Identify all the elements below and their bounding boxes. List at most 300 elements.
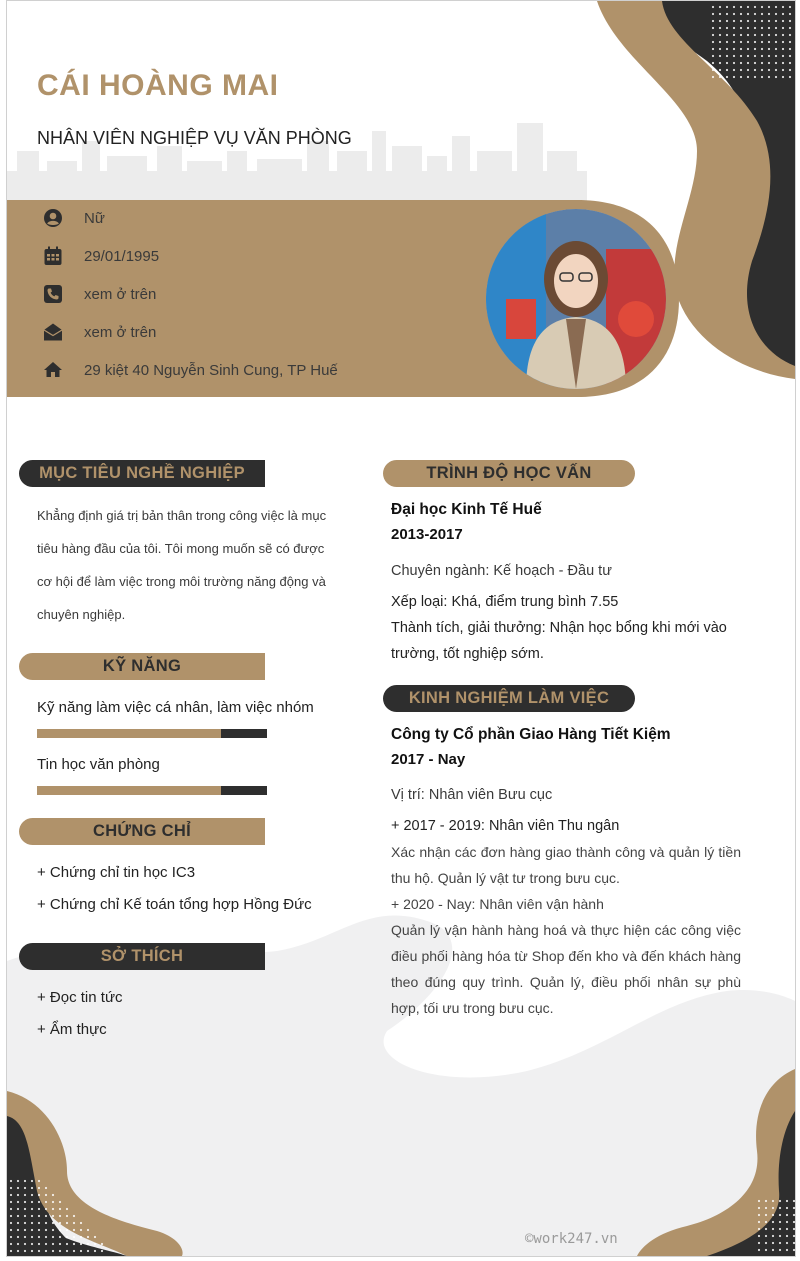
dot-decoration bbox=[38, 1201, 40, 1203]
dot-decoration bbox=[17, 1250, 19, 1252]
dot-decoration bbox=[740, 55, 742, 57]
dot-decoration bbox=[10, 1180, 12, 1182]
dot-decoration bbox=[758, 1200, 760, 1202]
dot-decoration bbox=[740, 76, 742, 78]
dot-decoration bbox=[779, 1214, 781, 1216]
dot-decoration bbox=[765, 1221, 767, 1223]
dot-decoration bbox=[765, 1200, 767, 1202]
info-email-row bbox=[43, 321, 157, 343]
dot-decoration bbox=[719, 69, 721, 71]
info-address-text: 29 kiệt 40 Nguyễn Sinh Cung, TP Huế bbox=[84, 361, 338, 379]
dot-decoration bbox=[768, 27, 770, 29]
dot-decoration bbox=[733, 76, 735, 78]
dot-decoration bbox=[775, 20, 777, 22]
experience-position: Vị trí: Nhân viên Bưu cục bbox=[391, 787, 553, 803]
dot-decoration bbox=[59, 1222, 61, 1224]
dot-decoration bbox=[10, 1243, 12, 1245]
dot-decoration bbox=[719, 13, 721, 15]
dot-decoration bbox=[775, 76, 777, 78]
dot-decoration bbox=[10, 1201, 12, 1203]
dot-decoration bbox=[726, 13, 728, 15]
skill-bar-office bbox=[37, 786, 267, 795]
dot-decoration bbox=[775, 27, 777, 29]
dot-decoration bbox=[52, 1229, 54, 1231]
dot-decoration bbox=[793, 1214, 795, 1216]
dot-decoration bbox=[80, 1243, 82, 1245]
dot-decoration bbox=[59, 1236, 61, 1238]
dot-decoration bbox=[789, 6, 791, 8]
dot-decoration bbox=[754, 27, 756, 29]
dot-decoration bbox=[789, 27, 791, 29]
dot-decoration bbox=[786, 1235, 788, 1237]
dot-decoration bbox=[17, 1180, 19, 1182]
phone-icon bbox=[43, 284, 63, 304]
dot-decoration bbox=[24, 1222, 26, 1224]
dot-decoration bbox=[719, 76, 721, 78]
dot-decoration bbox=[733, 41, 735, 43]
dot-decoration bbox=[733, 13, 735, 15]
dot-decoration bbox=[80, 1222, 82, 1224]
dot-decoration bbox=[719, 20, 721, 22]
dot-decoration bbox=[17, 1194, 19, 1196]
dot-decoration bbox=[59, 1215, 61, 1217]
hobbies-heading: SỞ THÍCH bbox=[19, 943, 265, 970]
dot-decoration bbox=[754, 34, 756, 36]
dot-decoration bbox=[786, 1200, 788, 1202]
dot-decoration bbox=[786, 1228, 788, 1230]
candidate-name: CÁI HOÀNG MAI bbox=[37, 69, 279, 102]
dot-decoration bbox=[758, 1214, 760, 1216]
dot-decoration bbox=[793, 1207, 795, 1209]
dot-decoration bbox=[38, 1180, 40, 1182]
dot-decoration bbox=[719, 48, 721, 50]
dot-decoration bbox=[712, 41, 714, 43]
dot-decoration bbox=[793, 1249, 795, 1251]
dot-decoration bbox=[719, 62, 721, 64]
dot-decoration bbox=[24, 1243, 26, 1245]
dot-decoration bbox=[793, 1200, 795, 1202]
dot-decoration bbox=[719, 41, 721, 43]
dot-decoration bbox=[10, 1222, 12, 1224]
dot-decoration bbox=[73, 1250, 75, 1252]
dot-decoration bbox=[719, 6, 721, 8]
dot-decoration bbox=[712, 55, 714, 57]
dot-decoration bbox=[52, 1236, 54, 1238]
dot-decoration bbox=[45, 1236, 47, 1238]
dot-decoration bbox=[758, 1221, 760, 1223]
experience-heading: KINH NGHIỆM LÀM VIỆC bbox=[383, 685, 635, 712]
dot-decoration bbox=[10, 1187, 12, 1189]
dot-decoration bbox=[768, 13, 770, 15]
calendar-icon bbox=[43, 246, 63, 266]
dot-decoration bbox=[747, 55, 749, 57]
dot-decoration bbox=[59, 1243, 61, 1245]
dot-decoration bbox=[31, 1201, 33, 1203]
dot-decoration bbox=[768, 62, 770, 64]
dot-decoration bbox=[733, 48, 735, 50]
dot-decoration bbox=[24, 1215, 26, 1217]
dot-decoration bbox=[765, 1235, 767, 1237]
info-gender-text: Nữ bbox=[84, 209, 105, 227]
cv-page bbox=[6, 0, 796, 1257]
dot-decoration bbox=[747, 62, 749, 64]
dot-decoration bbox=[52, 1250, 54, 1252]
dot-decoration bbox=[719, 27, 721, 29]
dot-decoration bbox=[17, 1236, 19, 1238]
dot-decoration bbox=[789, 55, 791, 57]
dot-decoration bbox=[726, 62, 728, 64]
dot-decoration bbox=[768, 41, 770, 43]
dot-decoration bbox=[747, 6, 749, 8]
dot-decoration bbox=[761, 69, 763, 71]
dot-decoration bbox=[761, 62, 763, 64]
dot-decoration bbox=[24, 1201, 26, 1203]
dot-decoration bbox=[726, 27, 728, 29]
dot-decoration bbox=[775, 62, 777, 64]
dot-decoration bbox=[754, 20, 756, 22]
dot-decoration bbox=[59, 1208, 61, 1210]
dot-decoration bbox=[45, 1194, 47, 1196]
experience-years: 2017 - Nay bbox=[391, 751, 466, 768]
dot-decoration bbox=[733, 55, 735, 57]
dot-decoration bbox=[52, 1208, 54, 1210]
dot-decoration bbox=[782, 69, 784, 71]
dot-decoration bbox=[73, 1222, 75, 1224]
dot-decoration bbox=[761, 20, 763, 22]
dot-decoration bbox=[789, 41, 791, 43]
dot-decoration bbox=[747, 41, 749, 43]
dot-decoration bbox=[775, 48, 777, 50]
watermark: ©work247.vn bbox=[525, 1231, 618, 1247]
dot-decoration bbox=[31, 1243, 33, 1245]
dot-decoration bbox=[747, 20, 749, 22]
dot-decoration bbox=[31, 1180, 33, 1182]
job-title: NHÂN VIÊN NGHIỆP VỤ VĂN PHÒNG bbox=[37, 128, 352, 148]
dot-decoration bbox=[772, 1200, 774, 1202]
dot-decoration bbox=[754, 41, 756, 43]
dot-decoration bbox=[45, 1215, 47, 1217]
dot-decoration bbox=[772, 1235, 774, 1237]
dot-decoration bbox=[10, 1194, 12, 1196]
dot-decoration bbox=[782, 27, 784, 29]
dot-decoration bbox=[754, 76, 756, 78]
dot-decoration bbox=[87, 1236, 89, 1238]
skill-bar-teamwork bbox=[37, 729, 267, 738]
dot-decoration bbox=[38, 1222, 40, 1224]
dot-decoration bbox=[758, 1207, 760, 1209]
dot-decoration bbox=[10, 1208, 12, 1210]
envelope-icon bbox=[43, 322, 63, 342]
dot-decoration bbox=[768, 48, 770, 50]
dot-decoration bbox=[761, 13, 763, 15]
dot-decoration bbox=[66, 1229, 68, 1231]
dot-decoration bbox=[782, 34, 784, 36]
dot-decoration bbox=[80, 1250, 82, 1252]
dot-decoration bbox=[754, 62, 756, 64]
dot-decoration bbox=[782, 62, 784, 64]
dot-decoration bbox=[740, 62, 742, 64]
experience-role2-title: + 2020 - Nay: Nhân viên vận hành bbox=[391, 896, 604, 912]
dot-decoration bbox=[87, 1243, 89, 1245]
dot-decoration bbox=[52, 1215, 54, 1217]
dot-decoration bbox=[87, 1250, 89, 1252]
dot-decoration bbox=[24, 1180, 26, 1182]
dot-decoration bbox=[24, 1194, 26, 1196]
dot-decoration bbox=[101, 1250, 103, 1252]
dot-decoration bbox=[740, 48, 742, 50]
dot-decoration bbox=[789, 62, 791, 64]
dot-decoration bbox=[31, 1187, 33, 1189]
dot-decoration bbox=[758, 1228, 760, 1230]
dot-decoration bbox=[719, 34, 721, 36]
skill-label-teamwork: Kỹ năng làm việc cá nhân, làm việc nhóm bbox=[37, 699, 314, 716]
dot-decoration bbox=[772, 1228, 774, 1230]
experience-role2-desc: Quản lý vận hành hàng hoá và thực hiện các công việc điều phối hàng hóa từ Shop đến kho và đến khách hàng theo đúng quy trình. Quản lý, điều phối nhân sự phù hợp, tối ưu trong bưu cục. bbox=[391, 922, 741, 1016]
dot-decoration bbox=[712, 6, 714, 8]
dot-decoration bbox=[758, 1242, 760, 1244]
dot-decoration bbox=[45, 1222, 47, 1224]
dot-decoration bbox=[765, 1228, 767, 1230]
dot-decoration bbox=[747, 48, 749, 50]
dot-decoration bbox=[726, 69, 728, 71]
dot-decoration bbox=[712, 13, 714, 15]
dot-decoration bbox=[52, 1194, 54, 1196]
dot-decoration bbox=[782, 20, 784, 22]
dot-decoration bbox=[66, 1236, 68, 1238]
info-phone-text: xem ở trên bbox=[84, 285, 157, 303]
dot-decoration bbox=[747, 69, 749, 71]
dot-decoration bbox=[761, 34, 763, 36]
dot-decoration bbox=[761, 76, 763, 78]
dot-decoration bbox=[765, 1249, 767, 1251]
dot-decoration bbox=[772, 1242, 774, 1244]
dot-decoration bbox=[772, 1207, 774, 1209]
dot-decoration bbox=[24, 1236, 26, 1238]
info-birthday-text: 29/01/1995 bbox=[84, 247, 160, 265]
dot-decoration bbox=[59, 1250, 61, 1252]
dot-decoration bbox=[38, 1250, 40, 1252]
dot-decoration bbox=[772, 1221, 774, 1223]
dot-decoration bbox=[782, 41, 784, 43]
dot-decoration bbox=[66, 1243, 68, 1245]
certificate-item: + Chứng chỉ tin học IC3 bbox=[37, 864, 196, 881]
dot-decoration bbox=[786, 1249, 788, 1251]
dot-decoration bbox=[761, 48, 763, 50]
dot-decoration bbox=[73, 1215, 75, 1217]
dot-decoration bbox=[45, 1243, 47, 1245]
dot-decoration bbox=[52, 1243, 54, 1245]
dot-decoration bbox=[59, 1229, 61, 1231]
dot-decoration bbox=[740, 69, 742, 71]
dot-decoration bbox=[789, 69, 791, 71]
dot-decoration bbox=[765, 1207, 767, 1209]
dot-decoration bbox=[31, 1222, 33, 1224]
dot-decoration bbox=[789, 76, 791, 78]
education-heading: TRÌNH ĐỘ HỌC VẤN bbox=[383, 460, 635, 487]
dot-decoration bbox=[52, 1201, 54, 1203]
dot-decoration bbox=[740, 6, 742, 8]
dot-decoration bbox=[768, 76, 770, 78]
dot-decoration bbox=[66, 1208, 68, 1210]
dot-decoration bbox=[747, 13, 749, 15]
dot-decoration bbox=[782, 13, 784, 15]
dot-decoration bbox=[66, 1215, 68, 1217]
dot-decoration bbox=[761, 27, 763, 29]
education-school: Đại học Kinh Tế Huế bbox=[391, 501, 542, 518]
dot-decoration bbox=[31, 1250, 33, 1252]
dot-decoration bbox=[31, 1236, 33, 1238]
dot-decoration bbox=[45, 1187, 47, 1189]
dot-decoration bbox=[765, 1214, 767, 1216]
dot-decoration bbox=[712, 27, 714, 29]
dot-decoration bbox=[10, 1229, 12, 1231]
dot-decoration bbox=[726, 76, 728, 78]
info-birthday-row bbox=[43, 245, 160, 267]
dot-decoration bbox=[733, 20, 735, 22]
education-achievement: Thành tích, giải thưởng: Nhận học bổng khi mới vào trường, tốt nghiệp sớm. bbox=[391, 620, 727, 662]
experience-role1-desc: Xác nhận các đơn hàng giao thành công và quản lý tiền thu hộ. Quản lý vật tư trong bưu cục. bbox=[391, 844, 741, 886]
dot-decoration bbox=[712, 48, 714, 50]
dot-decoration bbox=[10, 1250, 12, 1252]
dot-decoration bbox=[726, 41, 728, 43]
dot-decoration bbox=[775, 13, 777, 15]
dot-decoration bbox=[38, 1229, 40, 1231]
dot-decoration bbox=[31, 1208, 33, 1210]
dot-decoration bbox=[733, 69, 735, 71]
dot-decoration bbox=[754, 69, 756, 71]
dot-decoration bbox=[712, 76, 714, 78]
dot-decoration bbox=[45, 1201, 47, 1203]
info-email-text: xem ở trên bbox=[84, 323, 157, 341]
dot-decoration bbox=[768, 6, 770, 8]
education-major: Chuyên ngành: Kế hoạch - Đầu tư bbox=[391, 563, 612, 579]
dot-decoration bbox=[761, 41, 763, 43]
dot-decoration bbox=[793, 1221, 795, 1223]
info-gender-row bbox=[43, 207, 105, 229]
dot-decoration bbox=[779, 1235, 781, 1237]
certificates-heading: CHỨNG CHỈ bbox=[19, 818, 265, 845]
dot-decoration bbox=[712, 69, 714, 71]
dot-decoration bbox=[779, 1228, 781, 1230]
dot-decoration bbox=[38, 1194, 40, 1196]
education-grade: Xếp loại: Khá, điểm trung bình 7.55 bbox=[391, 594, 619, 610]
dot-decoration bbox=[17, 1215, 19, 1217]
dot-decoration bbox=[712, 34, 714, 36]
dot-decoration bbox=[740, 34, 742, 36]
dot-decoration bbox=[789, 13, 791, 15]
dot-decoration bbox=[775, 6, 777, 8]
dot-decoration bbox=[24, 1187, 26, 1189]
dot-decoration bbox=[38, 1215, 40, 1217]
experience-company: Công ty Cổ phần Giao Hàng Tiết Kiệm bbox=[391, 726, 671, 743]
dot-decoration bbox=[747, 27, 749, 29]
dot-decoration bbox=[754, 13, 756, 15]
dot-decoration bbox=[101, 1243, 103, 1245]
info-address-row bbox=[43, 359, 338, 381]
dot-decoration bbox=[80, 1229, 82, 1231]
dot-decoration bbox=[726, 20, 728, 22]
dot-decoration bbox=[772, 1249, 774, 1251]
dot-decoration bbox=[782, 48, 784, 50]
dot-decoration bbox=[10, 1215, 12, 1217]
dot-decoration bbox=[10, 1236, 12, 1238]
dot-decoration bbox=[17, 1229, 19, 1231]
dot-decoration bbox=[772, 1214, 774, 1216]
dot-decoration bbox=[24, 1250, 26, 1252]
dot-decoration bbox=[779, 1200, 781, 1202]
dot-decoration bbox=[740, 41, 742, 43]
dot-decoration bbox=[768, 34, 770, 36]
dot-decoration bbox=[712, 20, 714, 22]
dot-decoration bbox=[761, 55, 763, 57]
dot-decoration bbox=[779, 1249, 781, 1251]
dot-decoration bbox=[87, 1229, 89, 1231]
dot-decoration bbox=[754, 6, 756, 8]
dot-decoration bbox=[45, 1229, 47, 1231]
dot-decoration bbox=[747, 34, 749, 36]
skill-bar-teamwork-fill bbox=[37, 729, 221, 738]
dot-decoration bbox=[775, 55, 777, 57]
dot-decoration bbox=[733, 6, 735, 8]
experience-role1-title: + 2017 - 2019: Nhân viên Thu ngân bbox=[391, 818, 620, 834]
skill-bar-office-fill bbox=[37, 786, 221, 795]
dot-decoration bbox=[59, 1201, 61, 1203]
dot-decoration bbox=[17, 1222, 19, 1224]
dot-decoration bbox=[24, 1208, 26, 1210]
dot-decoration bbox=[768, 69, 770, 71]
dot-decoration bbox=[94, 1243, 96, 1245]
dot-decoration bbox=[782, 6, 784, 8]
dot-decoration bbox=[38, 1243, 40, 1245]
dot-decoration bbox=[740, 27, 742, 29]
dot-decoration bbox=[38, 1187, 40, 1189]
hobby-item: + Đọc tin tức bbox=[37, 989, 123, 1006]
dot-decoration bbox=[73, 1243, 75, 1245]
dot-decoration bbox=[775, 41, 777, 43]
dot-decoration bbox=[761, 6, 763, 8]
skill-label-office: Tin học văn phòng bbox=[37, 756, 160, 773]
dot-decoration bbox=[719, 55, 721, 57]
dot-decoration bbox=[793, 1228, 795, 1230]
dot-decoration bbox=[38, 1236, 40, 1238]
dot-decoration bbox=[31, 1229, 33, 1231]
home-icon bbox=[43, 360, 63, 380]
dot-decoration bbox=[45, 1208, 47, 1210]
dot-decoration bbox=[789, 48, 791, 50]
dot-decoration bbox=[793, 1235, 795, 1237]
certificate-item: + Chứng chỉ Kế toán tổng hợp Hồng Đức bbox=[37, 896, 312, 913]
hobby-item: + Ẩm thực bbox=[37, 1021, 107, 1038]
dot-decoration bbox=[754, 48, 756, 50]
profile-photo bbox=[483, 206, 669, 392]
dot-decoration bbox=[94, 1250, 96, 1252]
dot-decoration bbox=[31, 1194, 33, 1196]
dot-decoration bbox=[733, 34, 735, 36]
dot-decoration bbox=[789, 20, 791, 22]
education-years: 2013-2017 bbox=[391, 526, 463, 543]
dot-decoration bbox=[726, 34, 728, 36]
dot-decoration bbox=[726, 55, 728, 57]
dot-decoration bbox=[66, 1222, 68, 1224]
dot-decoration bbox=[726, 48, 728, 50]
dot-decoration bbox=[786, 1242, 788, 1244]
career-goal-heading: MỤC TIÊU NGHỀ NGHIỆP bbox=[19, 460, 265, 487]
skills-heading: KỸ NĂNG bbox=[19, 653, 265, 680]
dot-decoration bbox=[17, 1208, 19, 1210]
dot-decoration bbox=[94, 1236, 96, 1238]
dot-decoration bbox=[779, 1207, 781, 1209]
dot-decoration bbox=[768, 20, 770, 22]
